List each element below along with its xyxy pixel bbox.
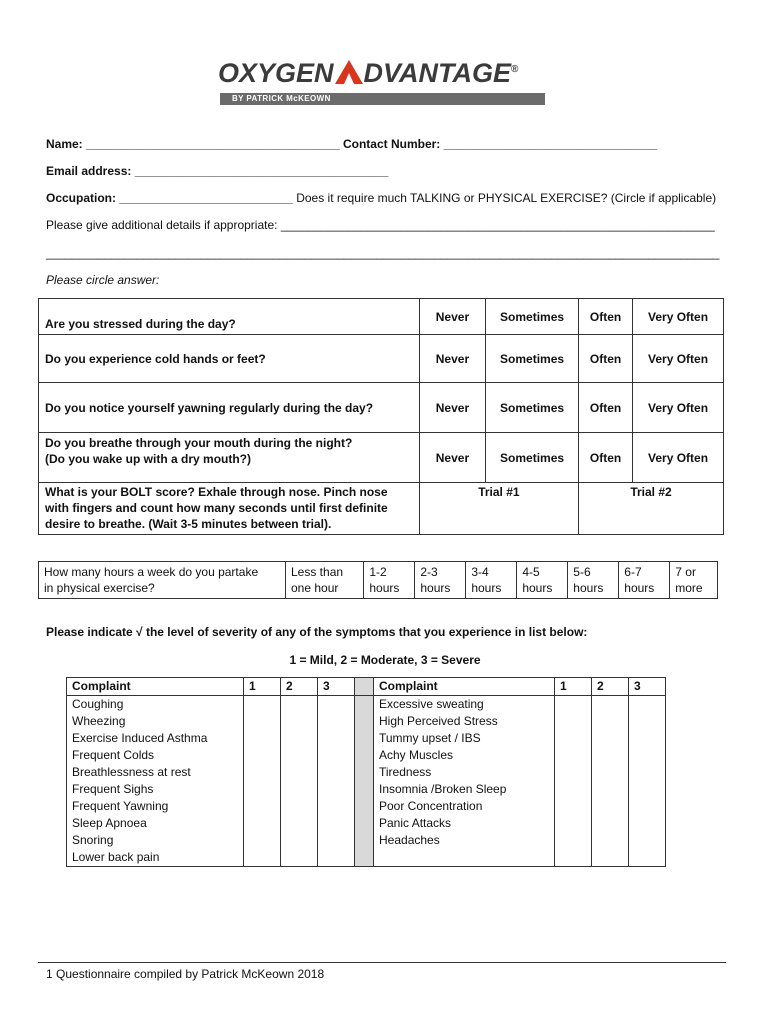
option-never[interactable]: Never [419, 299, 485, 335]
left-complaint-list [67, 696, 244, 867]
complaint-header-left: Complaint [67, 678, 244, 696]
list-item: Frequent Yawning [72, 799, 169, 813]
details-line-2[interactable]: ________________________________________________________________________________________________________ [46, 246, 720, 260]
details-field[interactable]: Please give additional details if appropriate: _________________________________________________________________ [46, 218, 715, 232]
logo-wordmark [218, 58, 518, 89]
name-field[interactable] [46, 137, 657, 151]
question-text [39, 433, 420, 483]
logo-word-oxygen: OXYGEN [218, 58, 334, 88]
list-item: Excessive sweating [379, 697, 484, 711]
footer-note: 1 Questionnaire compiled by Patrick McKeown 2018 [46, 967, 325, 981]
table-divider [355, 678, 374, 696]
option-line-2: one hour [291, 581, 339, 595]
occupation-note: Does it require much TALKING or PHYSICAL EXERCISE? (Circle if applicable) [296, 191, 717, 205]
list-item: Snoring [72, 833, 114, 847]
option-line-1: 4-5 [522, 565, 540, 579]
option-never[interactable]: Never [419, 433, 485, 483]
frequency-questions-table [38, 298, 724, 535]
bolt-line-1: What is your BOLT score? Exhale through nose. Pinch nose [45, 485, 388, 499]
option-line-1: 6-7 [624, 565, 642, 579]
list-item: Lower back pain [72, 850, 160, 864]
option-often[interactable]: Often [579, 299, 633, 335]
option-never[interactable]: Never [419, 335, 485, 383]
list-item: High Perceived Stress [379, 714, 498, 728]
severity-cell[interactable] [244, 696, 281, 867]
option-line-1: 2-3 [420, 565, 438, 579]
question-text: Are you stressed during the day? [39, 299, 420, 335]
question-line-2: (Do you wake up with a dry mouth?) [45, 452, 252, 466]
bolt-trial-1[interactable]: Trial #1 [419, 483, 578, 535]
option-line-2: more [675, 581, 703, 595]
severity-cell[interactable] [318, 696, 355, 867]
list-item: Tummy upset / IBS [379, 731, 481, 745]
bolt-line-2: with fingers and count how many seconds until first definite [45, 501, 388, 515]
level-2-header-right: 2 [592, 678, 629, 696]
option-often[interactable]: Often [579, 335, 633, 383]
logo-triangle-icon [334, 59, 364, 85]
exercise-question-line-2: in physical exercise? [44, 581, 155, 595]
question-row [39, 335, 724, 383]
option-sometimes[interactable]: Sometimes [486, 299, 579, 335]
email-field[interactable]: Email address: ______________________________________ [46, 164, 389, 178]
table-divider [355, 696, 374, 867]
bolt-line-3: desire to breathe. (Wait 3-5 minutes between trial). [45, 517, 332, 531]
exercise-option[interactable] [670, 562, 718, 599]
option-line-1: 1-2 [369, 565, 387, 579]
level-1-header-left: 1 [244, 678, 281, 696]
severity-cell[interactable] [281, 696, 318, 867]
option-line-2: hours [573, 581, 604, 595]
list-item: Poor Concentration [379, 799, 483, 813]
option-very-often[interactable]: Very Often [633, 433, 724, 483]
exercise-option[interactable] [364, 562, 415, 599]
oxygen-advantage-logo [218, 58, 558, 108]
occupation-label: Occupation: __________________________ [46, 191, 293, 205]
logo-tagline: BY PATRICK McKEOWN [232, 94, 331, 103]
list-item: Achy Muscles [379, 748, 454, 762]
level-3-header-right: 3 [629, 678, 666, 696]
bolt-trial-2[interactable]: Trial #2 [579, 483, 724, 535]
list-item: Coughing [72, 697, 124, 711]
level-1-header-right: 1 [555, 678, 592, 696]
footer-divider [38, 962, 726, 963]
option-never[interactable]: Never [419, 383, 485, 433]
exercise-option[interactable] [517, 562, 568, 599]
name-label: Name: ______________________________________ [46, 137, 340, 151]
exercise-option[interactable] [568, 562, 619, 599]
option-sometimes[interactable]: Sometimes [486, 383, 579, 433]
option-sometimes[interactable]: Sometimes [486, 335, 579, 383]
list-item: Breathlessness at rest [72, 765, 191, 779]
exercise-question [39, 562, 286, 599]
exercise-row [39, 562, 718, 599]
option-line-2: hours [624, 581, 655, 595]
option-very-often[interactable]: Very Often [633, 383, 724, 433]
logo-word-dvantage: DVANTAGE [363, 58, 512, 88]
question-text: Do you experience cold hands or feet? [39, 335, 420, 383]
option-very-often[interactable]: Very Often [633, 299, 724, 335]
question-row [39, 433, 724, 483]
exercise-option[interactable] [415, 562, 466, 599]
exercise-hours-table [38, 561, 718, 599]
exercise-option[interactable] [466, 562, 517, 599]
exercise-option[interactable] [286, 562, 364, 599]
option-often[interactable]: Often [579, 433, 633, 483]
question-line-1: Do you breathe through your mouth during the night? [45, 436, 353, 450]
list-item: Exercise Induced Asthma [72, 731, 208, 745]
level-3-header-left: 3 [318, 678, 355, 696]
symptoms-table [66, 677, 666, 867]
option-line-1: 7 or [675, 565, 696, 579]
option-line-1: 3-4 [471, 565, 489, 579]
list-item: Panic Attacks [379, 816, 452, 830]
severity-scale: 1 = Mild, 2 = Moderate, 3 = Severe [289, 653, 481, 667]
bolt-question [39, 483, 420, 535]
right-complaint-list [374, 696, 555, 867]
option-often[interactable]: Often [579, 383, 633, 433]
severity-cell[interactable] [592, 696, 629, 867]
bolt-row [39, 483, 724, 535]
registered-mark: ® [511, 64, 519, 75]
option-line-2: hours [471, 581, 502, 595]
option-line-2: hours [522, 581, 553, 595]
question-text: Do you notice yourself yawning regularly during the day? [39, 383, 420, 433]
question-row [39, 383, 724, 433]
option-line-1: 5-6 [573, 565, 591, 579]
list-item: Insomnia /Broken Sleep [379, 782, 507, 796]
option-line-2: hours [420, 581, 451, 595]
list-item: Tiredness [379, 765, 432, 779]
severity-cell[interactable] [555, 696, 592, 867]
option-line-1: Less than [291, 565, 344, 579]
occupation-field[interactable] [46, 191, 716, 205]
complaint-header-right: Complaint [374, 678, 555, 696]
option-line-2: hours [369, 581, 400, 595]
exercise-question-line-1: How many hours a week do you partake [44, 565, 259, 579]
exercise-option[interactable] [619, 562, 670, 599]
symptoms-instruction: Please indicate √ the level of severity of any of the symptoms that you experience in list below: [46, 625, 588, 639]
severity-cell[interactable] [629, 696, 666, 867]
list-item: Frequent Colds [72, 748, 155, 762]
option-sometimes[interactable]: Sometimes [486, 433, 579, 483]
contact-label: Contact Number: ________________________________ [342, 137, 658, 151]
level-2-header-left: 2 [281, 678, 318, 696]
list-item: Sleep Apnoea [72, 816, 147, 830]
list-item: Frequent Sighs [72, 782, 154, 796]
symptoms-header-row [67, 678, 666, 696]
list-item: Wheezing [72, 714, 126, 728]
option-very-often[interactable]: Very Often [633, 335, 724, 383]
list-item: Headaches [379, 833, 440, 847]
circle-answer-note: Please circle answer: [46, 273, 160, 287]
symptoms-body-row [67, 696, 666, 867]
question-row [39, 299, 724, 335]
